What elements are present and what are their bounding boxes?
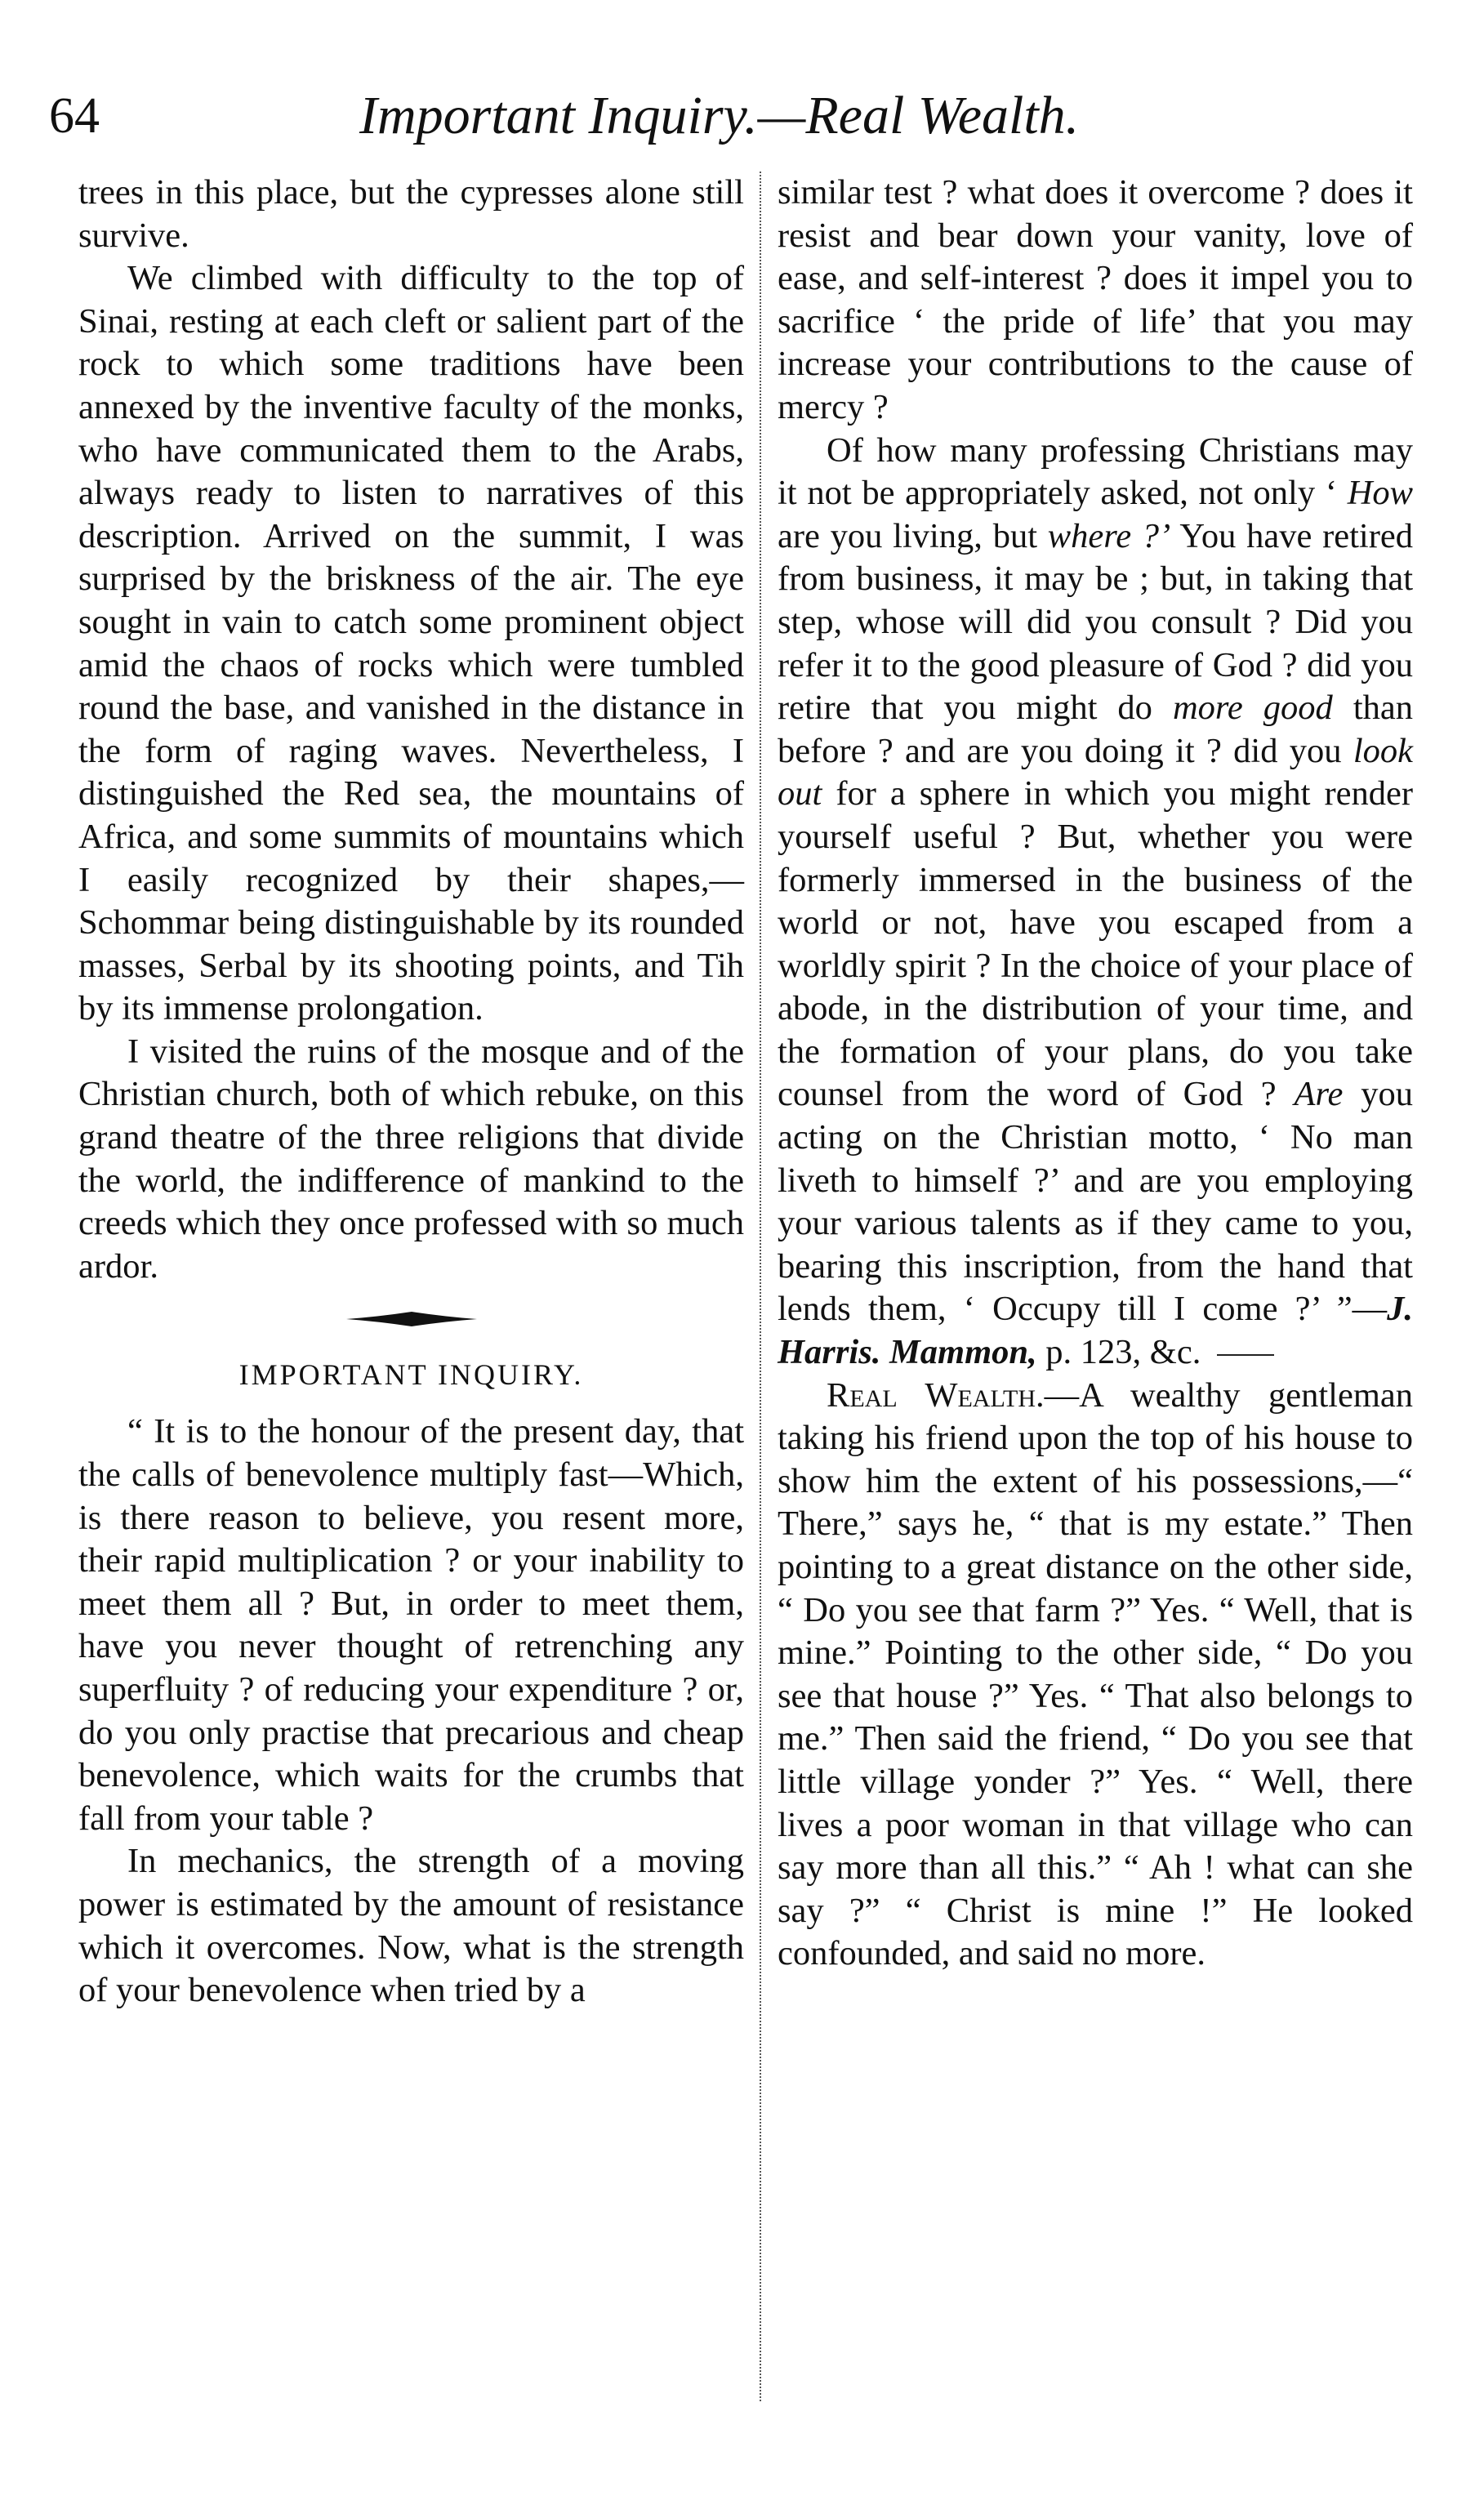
citation-author: J. Harris. (778, 1290, 1413, 1372)
emphasis-are: Are (1294, 1075, 1344, 1114)
short-rule (1217, 1354, 1274, 1356)
column-divider (760, 172, 761, 2401)
ornament-divider (346, 1309, 477, 1329)
paragraph-continued: trees in this place, but the cypresses alone still survive. (78, 173, 744, 255)
text-segment: You have retired from business, it may be ; but, in taking that step, whose will did you consult ? Did you refer it to the good pleasure of God ? did you retire that you might do (778, 516, 1413, 728)
text-segment: you acting on the Christian motto, ‘ No man liveth to himself ?’ and are you employing your various talents as if they came to you, bearing this inscription, from the hand that lends them, ‘ Occupy till I come ?’ ”— (778, 1075, 1414, 1329)
right-column (778, 172, 1413, 1976)
emphasis-where: where ?’ (1047, 516, 1171, 555)
left-column (78, 172, 744, 2012)
paragraph-mechanics: In mechanics, the strength of a moving power is estimated by the amount of resistance which it overcomes. Now, what is the strength of your benevolence when tried by a (78, 1842, 744, 2010)
paragraph-sinai-climb: We climbed with difficulty to the top of Sinai, resting at each cleft or salient part of the rock to which some traditions have been annexed by the inventive faculty of the monks, who have communicated them to the Arabs, always ready to listen to narratives of this description. Arrived on the summit, I was surprised by the briskness of the air. The eye sought in vain to catch some prominent object amid the chaos of rocks which were tumbled round the base, and vanished in the distance in the form of raging waves. Nevertheless, I distinguished the Red sea, the mountains of Africa, and some summits of mountains which I easily recognized by their shapes,—Schommar being distinguishable by its rounded masses, Serbal by its shooting points, and Tih by its immense prolongation. (78, 259, 744, 1028)
citation-book: Mammon, (889, 1333, 1037, 1372)
page-number: 64 (49, 88, 100, 144)
text-segment: —A wealthy gentleman taking his friend upon the top of his house to show him the extent of his possessions,—“ There,” says he, “ that is my estate.” Then pointing to a great distance on the other side, “ Do you see that farm ?” Yes. “ Well, that is mine.” Pointing to the other side, “ Do you see that house ?” Yes. “ That also belongs to me.” Then said the friend, “ Do you see that little village yonder ?” Yes. “ Well, there lives a poor woman in that village who can say more than all this.” “ Ah ! what can she say ?” “ Christ is mine !” He looked confounded, and said no more. (778, 1375, 1413, 1973)
text-segment: are you living, but (778, 516, 1037, 555)
paragraph-similar-test: similar test ? what does it overcome ? does it resist and bear down your vanity, love of ease, and self-interest ? does it impel you to sacrifice ‘ the pride of life’ that you may increase your contributions to the cause of mercy ? (778, 173, 1413, 426)
paragraph-professing-christians (778, 430, 1413, 1375)
paragraph-ruins: I visited the ruins of the mosque and of the Christian church, both of which rebuke, on this grand theatre of the three religions that divide the world, the indifference of mankind to the creeds which they once professed with so much ardor. (78, 1032, 744, 1286)
paragraph-benevolence: “ It is to the honour of the present day, that the calls of benevolence multiply fast—Which, is there reason to believe, you resent more, their rapid multiplication ? or your inability to meet them all ? But, in order to meet them, have you never thought of retrenching any superfluity ? of reducing your expenditure ? or, do you only practise that precarious and cheap benevolence, which waits for the crumbs that fall from your table ? (78, 1412, 744, 1838)
section-heading-real-wealth: Real Wealth. (827, 1375, 1045, 1415)
section-title: IMPORTANT INQUIRY. (238, 1358, 584, 1392)
text-segment: than before ? and are you doing it ? did you (778, 689, 1414, 770)
text-segment: for a sphere in which you might render yourself useful ? But, whether you were formerly immersed in the business of the world or not, have you escaped from a worldly spirit ? In the choice of your place of abode, in the distribution of your time, and the formation of your plans, do you take counsel from the word of God ? (778, 774, 1414, 1114)
emphasis-look-out: look out (778, 731, 1413, 813)
emphasis-more-good: more good (1172, 689, 1333, 728)
paragraph-real-wealth (778, 1375, 1413, 1976)
page-header (49, 75, 1437, 165)
running-head: Important Inquiry.—Real Wealth. (359, 86, 1080, 145)
emphasis-how: How (1347, 474, 1413, 513)
citation-page: p. 123, &c. (1045, 1333, 1201, 1372)
text-segment: Of how many professing Christians may it not be appropriately asked, not only ‘ (778, 430, 1413, 513)
